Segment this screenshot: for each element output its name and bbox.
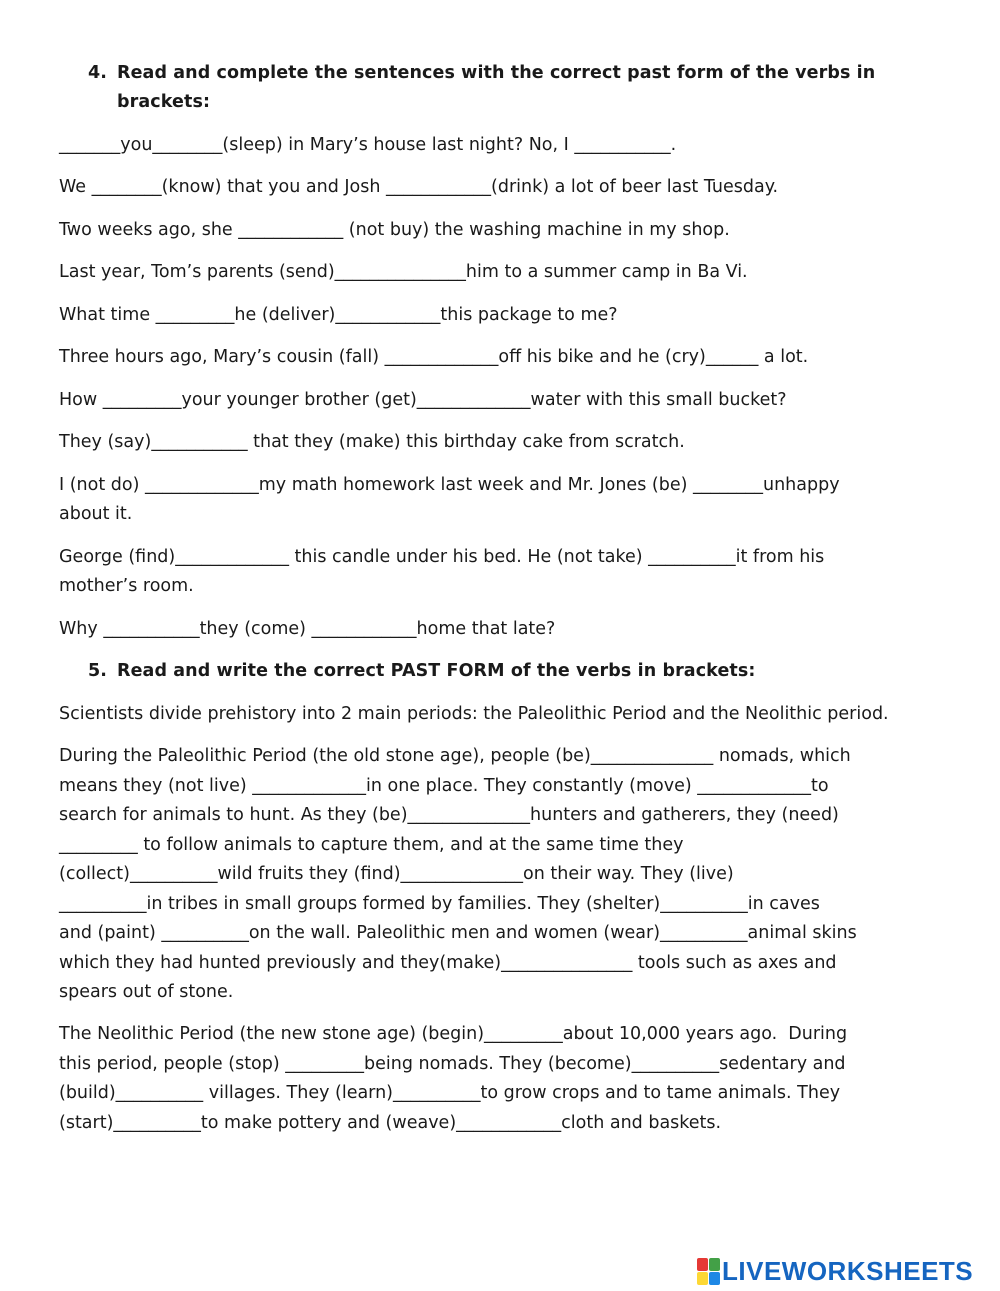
logo-blocks-icon: [697, 1258, 719, 1284]
section-4-number: 4.: [88, 63, 108, 83]
paragraph-line: means they (not live) _____________in one place. They constantly (move) _____________to: [59, 775, 829, 796]
exercise-sentence: What time _________he (deliver)____________this package to me?: [59, 305, 618, 325]
logo-text: LIVEWORKSHEETS: [722, 1255, 974, 1286]
paragraph-line: this period, people (stop) _________being nomads. They (become)__________sedentary and: [59, 1053, 846, 1074]
section-5-number: 5.: [88, 661, 108, 681]
exercise-sentence: Last year, Tom’s parents (send)_______________him to a summer camp in Ba Vi.: [59, 262, 748, 282]
exercise-sentence-cont: mother’s room.: [59, 576, 194, 596]
logo-block: [709, 1258, 720, 1271]
section-5-intro: Scientists divide prehistory into 2 main periods: the Paleolithic Period and the Neolithic period.: [59, 704, 889, 724]
paragraph-line: The Neolithic Period (the new stone age) (begin)_________about 10,000 years ago. During: [59, 1024, 848, 1044]
logo-block: [709, 1272, 720, 1285]
paragraph-line: spears out of stone.: [59, 982, 234, 1002]
neolithic-paragraph: [59, 1020, 949, 1138]
exercise-sentence: Why ___________they (come) ____________home that late?: [59, 619, 556, 639]
section-4-heading: [88, 59, 948, 117]
paragraph-line: (collect)__________wild fruits they (find)______________on their way. They (live): [59, 864, 734, 884]
paragraph-line: During the Paleolithic Period (the old stone age), people (be)______________ nomads, which: [59, 746, 851, 766]
exercise-sentence: We ________(know) that you and Josh ____________(drink) a lot of beer last Tuesday.: [59, 177, 779, 197]
section-5-title: Read and write the correct PAST FORM of the verbs in brackets:: [117, 661, 756, 681]
exercise-sentence: I (not do) _____________my math homework last week and Mr. Jones (be) ________unhappy: [59, 475, 840, 495]
paragraph-line: __________in tribes in small groups formed by families. They (shelter)__________in caves: [59, 893, 820, 914]
paragraph-line: which they had hunted previously and they(make)_______________ tools such as axes and: [59, 952, 837, 973]
section-4-title-line2: brackets:: [117, 92, 211, 112]
paleolithic-paragraph: [59, 742, 949, 1008]
exercise-sentence: They (say)___________ that they (make) this birthday cake from scratch.: [59, 432, 685, 452]
paragraph-line: (start)__________to make pottery and (weave)____________cloth and baskets.: [59, 1112, 722, 1133]
exercise-sentence: How _________your younger brother (get)_____________water with this small bucket?: [59, 390, 787, 410]
paragraph-line: _________ to follow animals to capture them, and at the same time they: [59, 834, 684, 855]
logo-block: [697, 1258, 708, 1271]
paragraph-line: search for animals to hunt. As they (be)______________hunters and gatherers, they (need): [59, 805, 839, 825]
exercise-sentence: _______you________(sleep) in Mary’s house last night? No, I ___________.: [59, 135, 677, 155]
logo-block: [697, 1272, 708, 1285]
paragraph-line: (build)__________ villages. They (learn)__________to grow crops and to tame animals. They: [59, 1083, 841, 1103]
exercise-sentence-cont: about it.: [59, 504, 133, 524]
exercise-sentence: Two weeks ago, she ____________ (not buy) the washing machine in my shop.: [59, 220, 730, 240]
liveworksheets-logo: [697, 1256, 997, 1286]
exercise-sentence: George (find)_____________ this candle under his bed. He (not take) __________it from his: [59, 547, 825, 567]
section-5-heading: [88, 657, 948, 686]
paragraph-line: and (paint) __________on the wall. Paleolithic men and women (wear)__________animal skins: [59, 923, 857, 943]
exercise-sentence: Three hours ago, Mary’s cousin (fall) _____________off his bike and he (cry)______ a lot.: [59, 347, 809, 367]
section-4-title-line1: Read and complete the sentences with the correct past form of the verbs in: [117, 63, 876, 83]
